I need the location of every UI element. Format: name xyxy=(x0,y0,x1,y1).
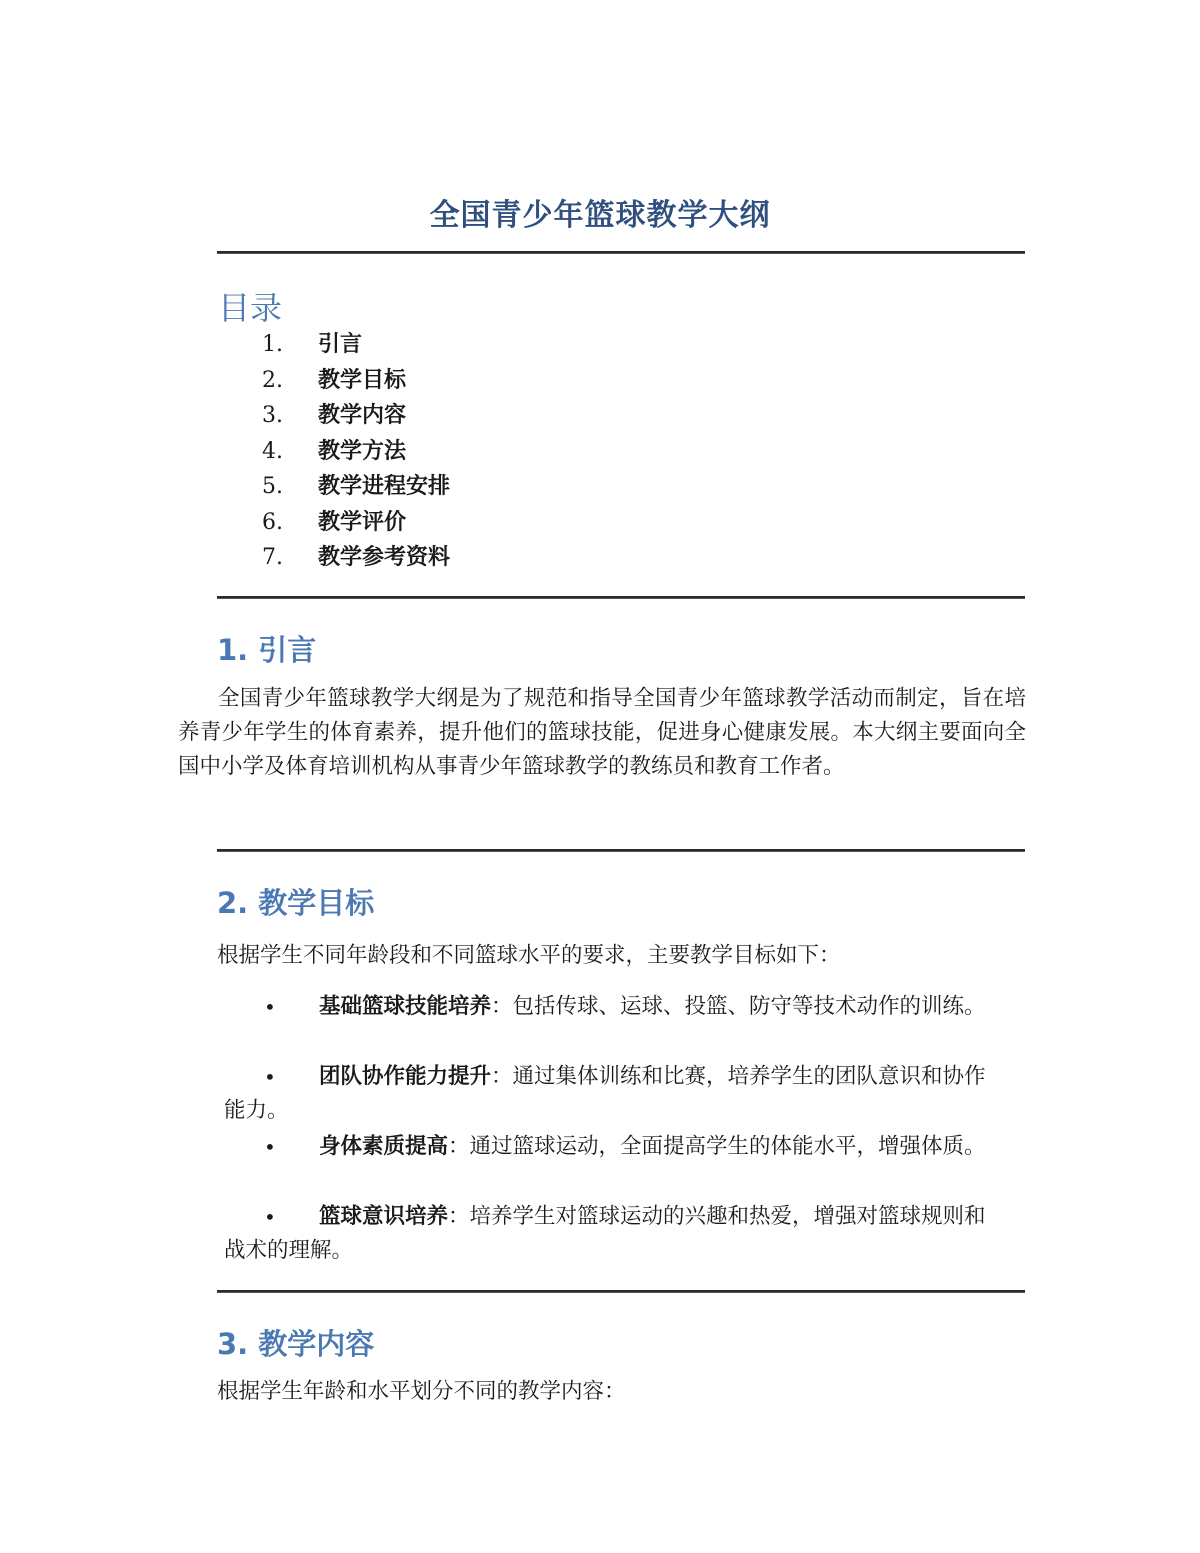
toc-item-number: 5. xyxy=(262,474,283,499)
section-heading-intro: 1. 引言 xyxy=(217,633,317,667)
toc-item-number: 6. xyxy=(262,509,283,535)
section-heading-content: 3. 教学内容 xyxy=(217,1327,375,1361)
toc-item-number: 7. xyxy=(262,545,283,570)
toc-item-7[interactable] xyxy=(262,540,450,576)
toc-item-number: 2. xyxy=(262,367,283,393)
toc-item-5[interactable] xyxy=(262,469,450,505)
goal-description: ：包括传球、运球、投篮、防守等技术动作的训练。 xyxy=(491,994,986,1019)
goals-lead-text: 根据学生不同年龄段和不同篮球水平的要求，主要教学目标如下： xyxy=(217,943,841,968)
toc-item-1[interactable] xyxy=(262,327,450,363)
goal-term: 团队协作能力提升 xyxy=(319,1064,492,1089)
goal-item xyxy=(224,990,1006,1024)
toc-item-number: 4. xyxy=(262,438,283,464)
goal-description: ：通过篮球运动，全面提高学生的体能水平，增强体质。 xyxy=(448,1134,986,1159)
toc-heading: 目录 xyxy=(218,289,283,327)
intro-paragraph: 全国青少年篮球教学大纲是为了规范和指导全国青少年篮球教学活动而制定，旨在培养青少年学生的体育素养，提升他们的篮球技能，促进身心健康发展。本大纲主要面向全国中小学及体育培训机构从事青少年篮球教学的教练员和教育工作者。 xyxy=(178,686,1026,779)
toc-item-label: 教学方法 xyxy=(318,438,407,464)
toc-item-label: 引言 xyxy=(318,332,363,357)
goal-term: 身体素质提高 xyxy=(319,1134,449,1159)
goal-item xyxy=(224,1130,1006,1164)
content-lead-text: 根据学生年龄和水平划分不同的教学内容： xyxy=(217,1379,626,1404)
goal-item xyxy=(224,1060,1006,1128)
toc-item-number: 3. xyxy=(262,403,283,428)
goal-description: ：培养学生对篮球运动的兴趣和热爱，增强对篮球规则和战术的理解。 xyxy=(224,1204,986,1263)
goal-term: 基础篮球技能培养 xyxy=(319,994,492,1019)
divider-rule xyxy=(217,596,1025,599)
goal-term: 篮球意识培养 xyxy=(319,1204,449,1229)
toc-item-label: 教学目标 xyxy=(318,367,407,393)
toc-list xyxy=(262,327,450,576)
bullet-icon: • xyxy=(264,1205,276,1229)
toc-item-6[interactable] xyxy=(262,505,450,541)
bullet-icon: • xyxy=(264,1135,276,1159)
bullet-icon: • xyxy=(264,995,276,1019)
toc-item-label: 教学进程安排 xyxy=(318,474,451,499)
bullet-icon: • xyxy=(264,1065,276,1089)
toc-item-label: 教学评价 xyxy=(318,509,407,535)
section-heading-goals: 2. 教学目标 xyxy=(217,886,375,920)
divider-rule xyxy=(217,849,1025,852)
goal-description: ：通过集体训练和比赛，培养学生的团队意识和协作能力。 xyxy=(224,1064,986,1123)
toc-item-number: 1. xyxy=(262,332,283,357)
divider-rule xyxy=(217,1290,1025,1293)
toc-item-4[interactable] xyxy=(262,434,450,470)
toc-item-2[interactable] xyxy=(262,363,450,399)
toc-item-label: 教学参考资料 xyxy=(318,545,451,570)
divider-rule xyxy=(217,251,1025,254)
toc-item-3[interactable] xyxy=(262,398,450,434)
document-title: 全国青少年篮球教学大纲 xyxy=(429,198,771,233)
toc-item-label: 教学内容 xyxy=(318,403,407,428)
goal-item xyxy=(224,1200,1006,1268)
